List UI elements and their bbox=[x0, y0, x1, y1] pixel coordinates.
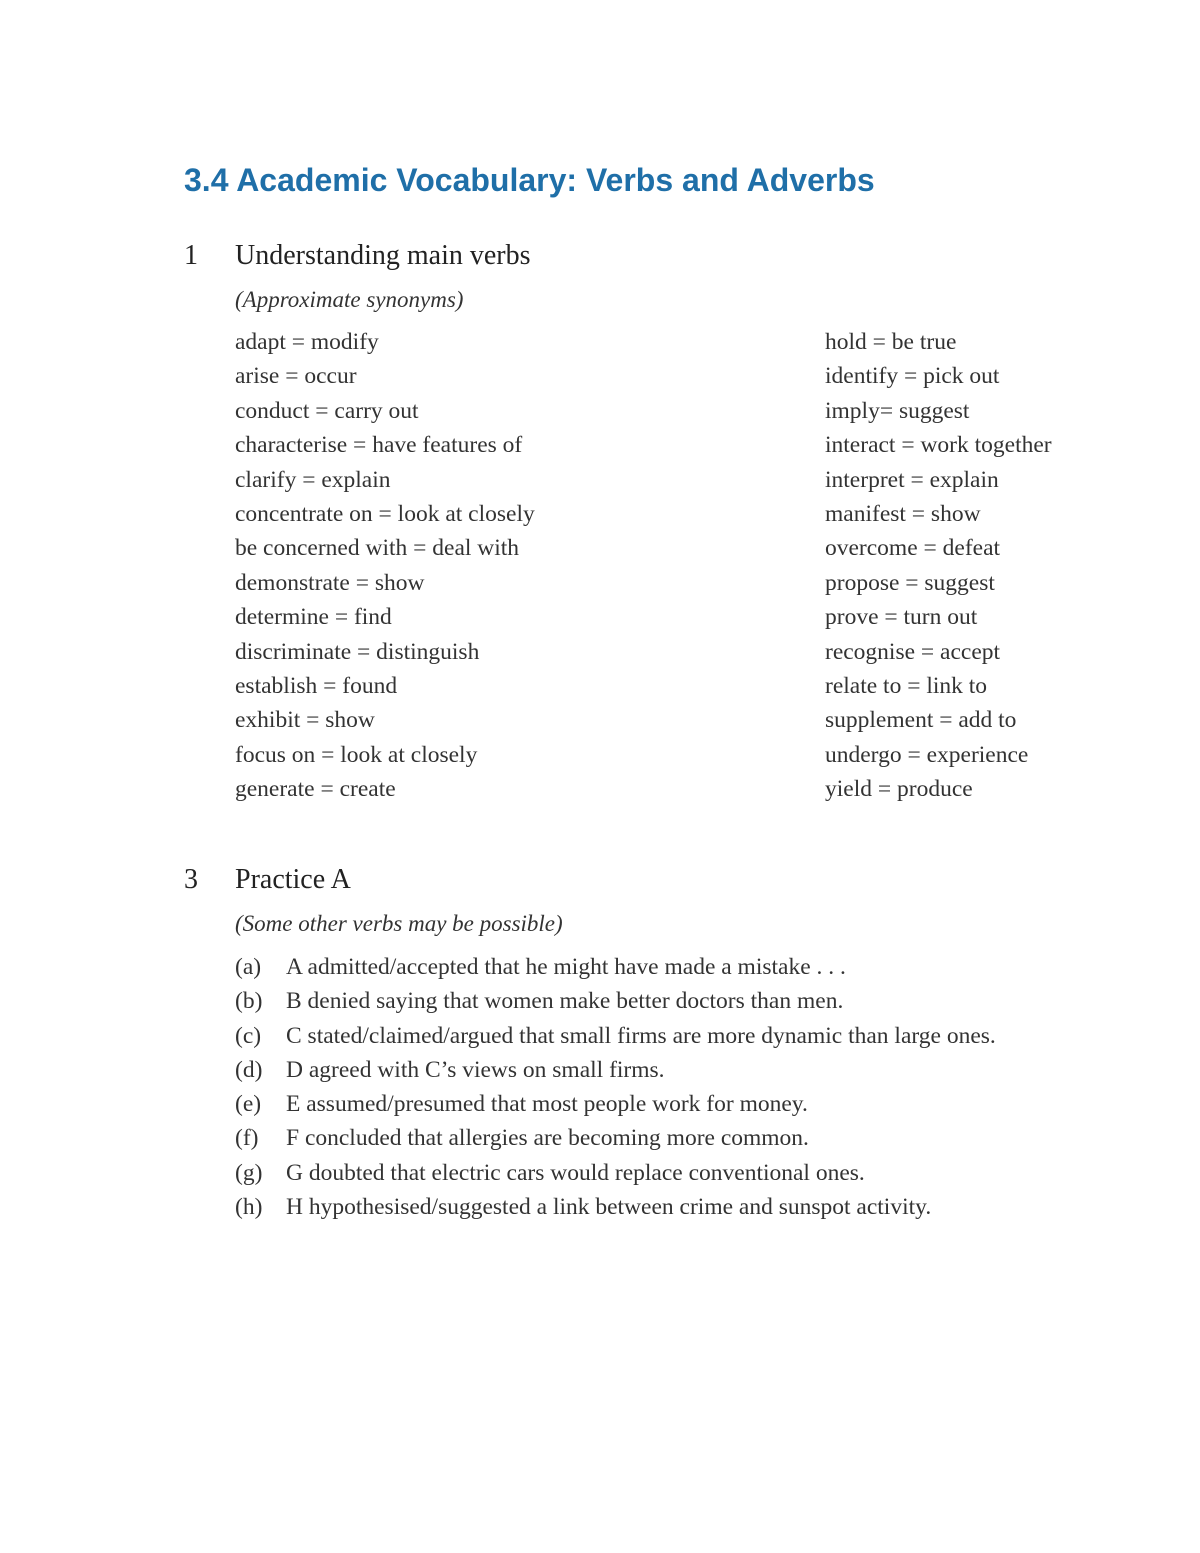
answer-item bbox=[235, 1192, 996, 1226]
synonym-item: determine = find bbox=[235, 604, 392, 631]
section-3-number: 3 bbox=[184, 864, 198, 895]
synonym-item: imply= suggest bbox=[825, 397, 970, 424]
answer-text: A admitted/accepted that he might have made a mistake . . . bbox=[286, 954, 846, 980]
synonym-item: exhibit = show bbox=[235, 707, 375, 734]
answer-label: (f) bbox=[235, 1125, 259, 1152]
answer-text: G doubted that electric cars would replace conventional ones. bbox=[286, 1159, 865, 1186]
synonym-item: conduct = carry out bbox=[235, 397, 419, 424]
answer-text: H hypothesised/suggested a link between crime and sunspot activity. bbox=[286, 1194, 932, 1221]
synonym-list-right bbox=[825, 327, 1052, 808]
synonym-item: discriminate = distinguish bbox=[235, 638, 480, 665]
answer-label: (a) bbox=[235, 954, 262, 980]
synonym-item: recognise = accept bbox=[825, 638, 1001, 665]
synonym-list-left bbox=[235, 327, 535, 808]
synonym-item: focus on = look at closely bbox=[235, 741, 478, 768]
answer-text: F concluded that allergies are becoming more common. bbox=[286, 1125, 809, 1152]
synonym-item: characterise = have features of bbox=[235, 432, 523, 459]
practice-answer-list bbox=[235, 952, 996, 1226]
page-title: 3.4 Academic Vocabulary: Verbs and Adverbs bbox=[184, 162, 875, 198]
section-1-heading: Understanding main verbs bbox=[235, 240, 531, 271]
synonym-item: clarify = explain bbox=[235, 466, 391, 493]
synonym-item: concentrate on = look at closely bbox=[235, 500, 535, 527]
answer-label: (c) bbox=[235, 1022, 262, 1049]
section-1-number: 1 bbox=[184, 240, 198, 271]
synonym-item: interpret = explain bbox=[825, 466, 999, 493]
answer-label: (b) bbox=[235, 988, 263, 1015]
section-3-note: (Some other verbs may be possible) bbox=[235, 911, 563, 936]
answer-text: C stated/claimed/argued that small firms are more dynamic than large ones. bbox=[286, 1022, 996, 1049]
synonym-item: adapt = modify bbox=[235, 329, 379, 355]
answer-label: (d) bbox=[235, 1056, 263, 1083]
section-3-heading: Practice A bbox=[235, 864, 351, 895]
synonym-item: overcome = defeat bbox=[825, 535, 1001, 562]
answer-item bbox=[235, 1021, 996, 1055]
answer-item bbox=[235, 1158, 996, 1192]
answer-text: E assumed/presumed that most people work for money. bbox=[286, 1091, 808, 1118]
answer-item bbox=[235, 1123, 996, 1157]
answer-item bbox=[235, 1089, 996, 1123]
answer-label: (h) bbox=[235, 1194, 263, 1221]
synonym-item: identify = pick out bbox=[825, 363, 1000, 390]
section-1-note: (Approximate synonyms) bbox=[235, 287, 464, 312]
synonym-item: yield = produce bbox=[825, 776, 973, 803]
synonym-item: be concerned with = deal with bbox=[235, 535, 520, 562]
synonym-item: propose = suggest bbox=[825, 569, 995, 596]
answer-text: D agreed with C’s views on small firms. bbox=[286, 1056, 665, 1083]
synonym-item: interact = work together bbox=[825, 432, 1052, 459]
answer-item bbox=[235, 986, 996, 1020]
synonym-item: establish = found bbox=[235, 672, 398, 699]
synonym-item: generate = create bbox=[235, 776, 396, 803]
synonym-item: supplement = add to bbox=[825, 707, 1017, 734]
answer-label: (g) bbox=[235, 1159, 263, 1186]
answer-label: (e) bbox=[235, 1091, 262, 1118]
synonym-item: prove = turn out bbox=[825, 604, 978, 631]
answer-text: B denied saying that women make better doctors than men. bbox=[286, 988, 844, 1015]
synonym-item: demonstrate = show bbox=[235, 569, 425, 596]
synonym-item: hold = be true bbox=[825, 329, 957, 355]
synonym-item: relate to = link to bbox=[825, 672, 988, 699]
answer-item bbox=[235, 952, 996, 986]
synonym-item: manifest = show bbox=[825, 500, 981, 527]
synonym-item: arise = occur bbox=[235, 363, 357, 390]
answer-item bbox=[235, 1055, 996, 1089]
synonym-item: undergo = experience bbox=[825, 741, 1029, 768]
